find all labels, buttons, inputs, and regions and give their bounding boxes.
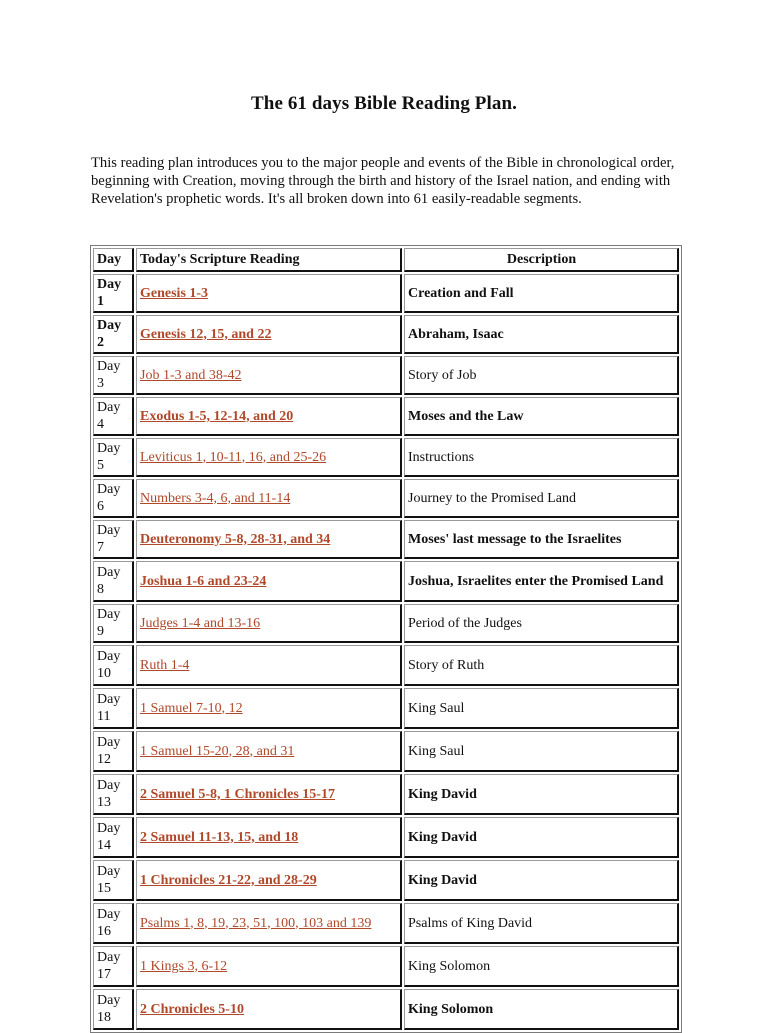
description-cell: Journey to the Promised Land bbox=[404, 479, 679, 518]
table-row bbox=[93, 520, 679, 559]
reading-cell bbox=[136, 860, 402, 901]
reading-cell bbox=[136, 903, 402, 944]
table-row bbox=[93, 946, 679, 987]
table-row bbox=[93, 479, 679, 518]
reading-link[interactable]: Ruth 1-4 bbox=[140, 657, 190, 673]
day-cell: Day 2 bbox=[93, 315, 134, 354]
reading-link[interactable]: Genesis 12, 15, and 22 bbox=[140, 326, 272, 342]
day-cell: Day 1 bbox=[93, 274, 134, 313]
description-cell: Psalms of King David bbox=[404, 903, 679, 944]
header-day: Day bbox=[93, 248, 134, 272]
day-cell: Day 11 bbox=[93, 688, 134, 729]
day-cell: Day 10 bbox=[93, 645, 134, 686]
reading-link[interactable]: Joshua 1-6 and 23-24 bbox=[140, 573, 267, 589]
reading-cell bbox=[136, 946, 402, 987]
table-row bbox=[93, 688, 679, 729]
day-cell: Day 5 bbox=[93, 438, 134, 477]
reading-link[interactable]: 2 Samuel 5-8, 1 Chronicles 15-17 bbox=[140, 786, 335, 802]
day-cell: Day 8 bbox=[93, 561, 134, 602]
page-title: The 61 days Bible Reading Plan. bbox=[251, 93, 517, 114]
reading-cell bbox=[136, 731, 402, 772]
reading-cell bbox=[136, 315, 402, 354]
reading-cell bbox=[136, 479, 402, 518]
description-cell: King Saul bbox=[404, 688, 679, 729]
reading-cell bbox=[136, 438, 402, 477]
description-cell: King Solomon bbox=[404, 989, 679, 1030]
description-cell: Creation and Fall bbox=[404, 274, 679, 313]
table-row bbox=[93, 817, 679, 858]
table-row bbox=[93, 860, 679, 901]
header-reading: Today's Scripture Reading bbox=[136, 248, 402, 272]
table-row bbox=[93, 774, 679, 815]
reading-cell bbox=[136, 397, 402, 436]
table-row bbox=[93, 604, 679, 643]
table-body bbox=[93, 274, 679, 1030]
description-cell: Instructions bbox=[404, 438, 679, 477]
reading-cell bbox=[136, 817, 402, 858]
day-cell: Day 6 bbox=[93, 479, 134, 518]
reading-link[interactable]: 2 Chronicles 5-10 bbox=[140, 1001, 244, 1017]
day-cell: Day 16 bbox=[93, 903, 134, 944]
description-cell: Moses and the Law bbox=[404, 397, 679, 436]
reading-cell bbox=[136, 520, 402, 559]
reading-link[interactable]: Genesis 1-3 bbox=[140, 285, 209, 301]
table-header-row bbox=[93, 248, 679, 272]
reading-link[interactable]: 2 Samuel 11-13, 15, and 18 bbox=[140, 829, 299, 845]
day-cell: Day 9 bbox=[93, 604, 134, 643]
table-row bbox=[93, 274, 679, 313]
reading-link[interactable]: Job 1-3 and 38-42 bbox=[140, 367, 242, 383]
reading-link[interactable]: Leviticus 1, 10-11, 16, and 25-26 bbox=[140, 449, 327, 465]
reading-cell bbox=[136, 274, 402, 313]
reading-link[interactable]: Exodus 1-5, 12-14, and 20 bbox=[140, 408, 294, 424]
day-cell: Day 12 bbox=[93, 731, 134, 772]
header-description: Description bbox=[404, 248, 679, 272]
table-row bbox=[93, 903, 679, 944]
reading-link[interactable]: 1 Samuel 15-20, 28, and 31 bbox=[140, 743, 295, 759]
description-cell: Moses' last message to the Israelites bbox=[404, 520, 679, 559]
description-cell: King David bbox=[404, 774, 679, 815]
description-cell: Story of Job bbox=[404, 356, 679, 395]
description-cell: King Solomon bbox=[404, 946, 679, 987]
description-cell: Story of Ruth bbox=[404, 645, 679, 686]
reading-link[interactable]: 1 Kings 3, 6-12 bbox=[140, 958, 228, 974]
description-cell: King David bbox=[404, 817, 679, 858]
reading-cell bbox=[136, 356, 402, 395]
day-cell: Day 7 bbox=[93, 520, 134, 559]
day-cell: Day 18 bbox=[93, 989, 134, 1030]
table-row bbox=[93, 561, 679, 602]
reading-cell bbox=[136, 645, 402, 686]
table-row bbox=[93, 438, 679, 477]
reading-cell bbox=[136, 688, 402, 729]
reading-link[interactable]: 1 Samuel 7-10, 12 bbox=[140, 700, 243, 716]
table-row bbox=[93, 315, 679, 354]
reading-cell bbox=[136, 561, 402, 602]
description-cell: Joshua, Israelites enter the Promised Land bbox=[404, 561, 679, 602]
day-cell: Day 17 bbox=[93, 946, 134, 987]
reading-link[interactable]: Psalms 1, 8, 19, 23, 51, 100, 103 and 139 bbox=[140, 915, 372, 931]
table-row bbox=[93, 356, 679, 395]
reading-link[interactable]: Deuteronomy 5-8, 28-31, and 34 bbox=[140, 531, 331, 547]
table-row bbox=[93, 397, 679, 436]
reading-link[interactable]: Judges 1-4 and 13-16 bbox=[140, 615, 261, 631]
day-cell: Day 15 bbox=[93, 860, 134, 901]
description-cell: Period of the Judges bbox=[404, 604, 679, 643]
day-cell: Day 4 bbox=[93, 397, 134, 436]
day-cell: Day 13 bbox=[93, 774, 134, 815]
table-row bbox=[93, 645, 679, 686]
reading-cell bbox=[136, 774, 402, 815]
table-row bbox=[93, 731, 679, 772]
intro-paragraph: This reading plan introduces you to the major people and events of the Bible in chronological order, beginning with Creation, moving through the birth and history of the Israel nation, and ending with Revelation's prophetic words. It's all broken down into 61 easily-readable segments. bbox=[91, 155, 675, 207]
reading-link[interactable]: 1 Chronicles 21-22, and 28-29 bbox=[140, 872, 317, 888]
reading-link[interactable]: Numbers 3-4, 6, and 11-14 bbox=[140, 490, 291, 506]
description-cell: King Saul bbox=[404, 731, 679, 772]
reading-cell bbox=[136, 604, 402, 643]
day-cell: Day 3 bbox=[93, 356, 134, 395]
reading-plan-table bbox=[90, 245, 682, 1033]
day-cell: Day 14 bbox=[93, 817, 134, 858]
description-cell: King David bbox=[404, 860, 679, 901]
description-cell: Abraham, Isaac bbox=[404, 315, 679, 354]
